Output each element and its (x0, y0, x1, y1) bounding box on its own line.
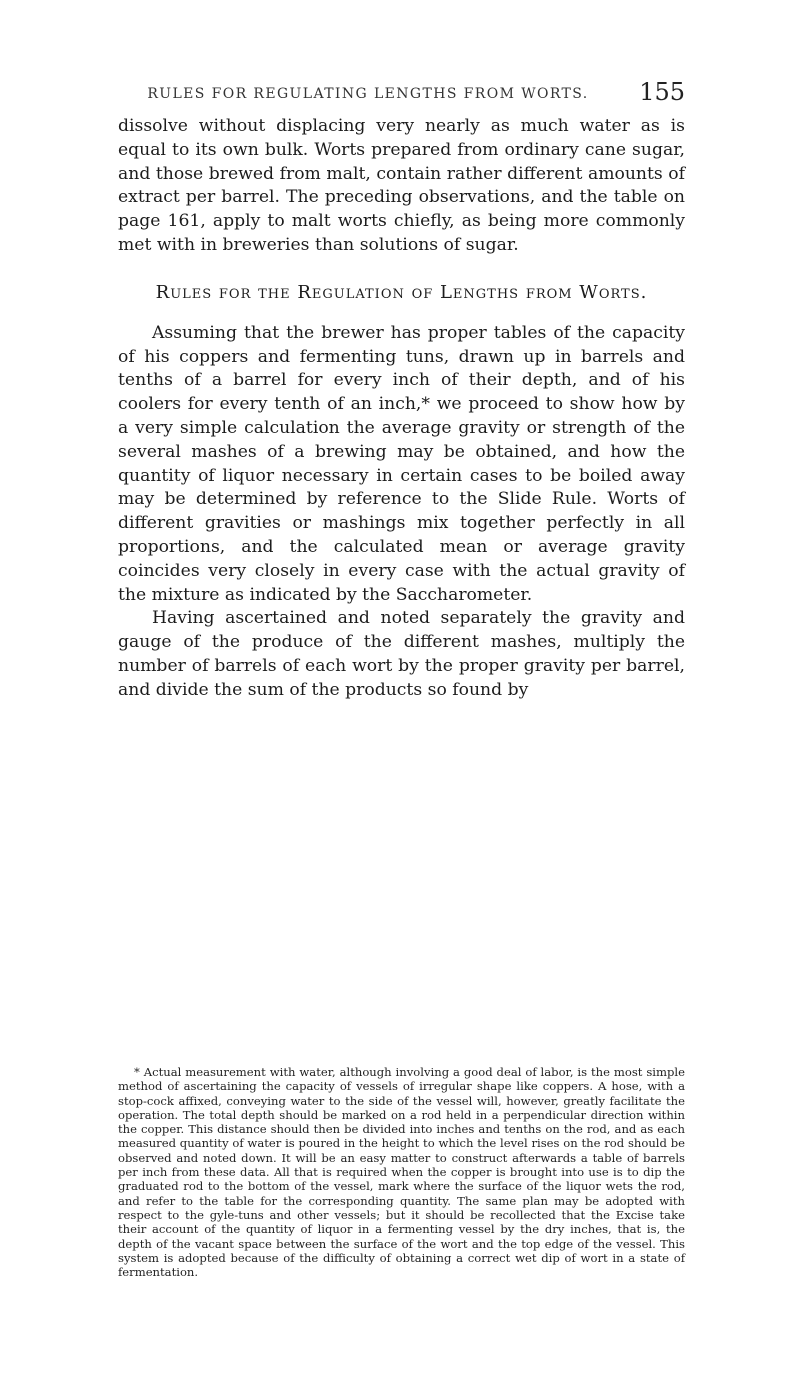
page-number: 155 (639, 78, 685, 106)
footnote-text: * Actual measurement with water, although involving a good deal of labor, is the most simple method of ascertaining the capacity of vessels of irregular shape like coppers. A hose, with a stop-cock affixed, conveying water to the side of the vessel will, however, greatly facilitate the operation. The total depth should be marked on a rod held in a perpendicular direction within the copper. This distance should then be divided into inches and tenths on the rod, and as each measured quantity of water is poured in the height to which the level rises on the rod should be observed and noted down. It will be an easy matter to construct afterwards a table of barrels per inch from these data. All that is required when the copper is brought into use is to dip the graduated rod to the bottom of the vessel, mark where the surface of the liquor wets the rod, and refer to the table for the corresponding quantity. The same plan may be adopted with respect to the gyle-tuns and other vessels; but it should be recollected that the Excise take their account of the quantity of liquor in a fermenting vessel by the dry inches, that is, the depth of the vacant space between the surface of the wort and the top edge of the vessel. This system is adopted because of the difficulty of obtaining a correct wet dip of wort in a state of fermentation. (118, 1065, 685, 1280)
paragraph-having: Having ascertained and noted separately the gravity and gauge of the produce of the different mashes, multiply the number of barrels of each wort by the proper gravity per barrel, and divide the sum of the products so found by (118, 608, 685, 700)
footnote (118, 1065, 685, 1279)
body-text (118, 115, 685, 703)
paragraph-continuation: dissolve without displacing very nearly as much water as is equal to its own bulk. Worts prepared from ordinary cane sugar, and those brewed from malt, contain rather different amounts of extract per barrel. The preceding observations, and the table on page 161, apply to malt worts chiefly, as being more commonly met with in breweries than solutions of sugar. (118, 116, 685, 255)
section-heading: Rules for the Regulation of Lengths from Worts. (155, 281, 648, 303)
running-title: RULES FOR REGULATING LENGTHS FROM WORTS. (147, 86, 589, 102)
running-head (118, 78, 685, 110)
paragraph-assuming: Assuming that the brewer has proper tables of the capacity of his coppers and fermenting tuns, drawn up in barrels and tenths of a barrel for every inch of their depth, and of his coolers for every tenth of an inch,* we proceed to show how by a very simple calculation the average gravity or strength of the several mashes of a brewing may be obtained, and how the quantity of liquor necessary in certain cases to be boiled away may be determined by reference to the Slide Rule. Worts of different gravities or mashings mix together perfectly in all proportions, and the calculated mean or average gravity coincides very closely in every case with the actual gravity of the mixture as indicated by the Saccharometer. (118, 322, 685, 605)
